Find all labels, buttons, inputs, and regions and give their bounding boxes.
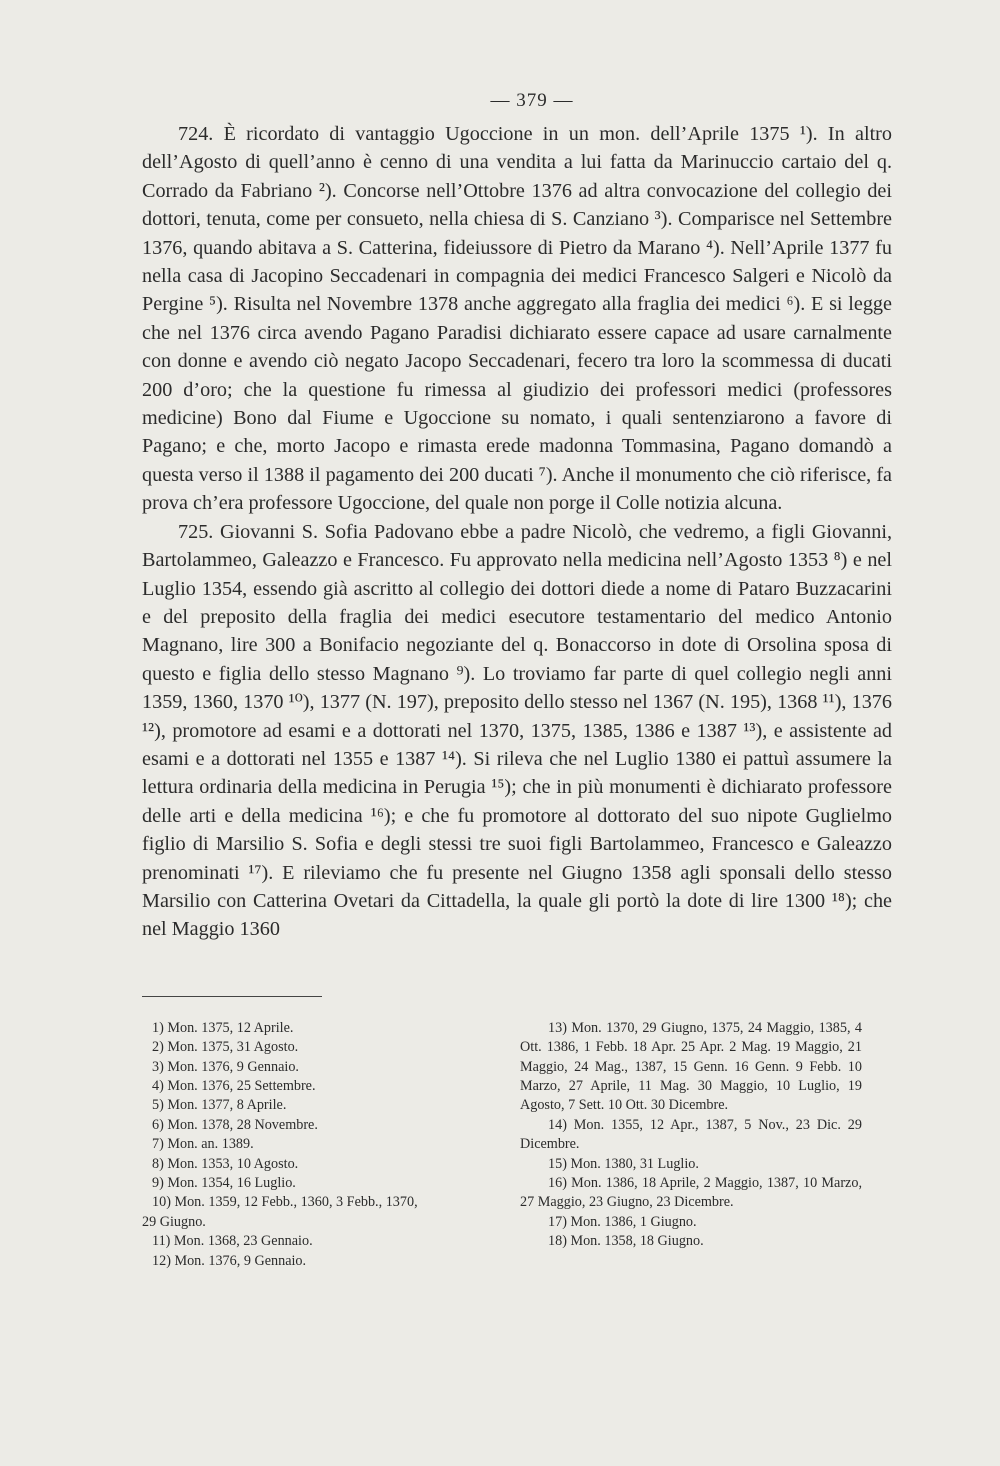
- footnotes-right-column: [520, 1019, 862, 1271]
- footnote-13: 13) Mon. 1370, 29 Giugno, 1375, 24 Maggio, 1385, 4 Ott. 1386, 1 Febb. 18 Apr. 25 Apr. 2 Mag. 19 Maggio, 21 Maggio, 24 Mag., 1387, 15 Genn. 16 Genn. 9 Febb. 10 Marzo, 27 Aprile, 11 Mag. 30 Maggio, 10 Luglio, 19 Agosto, 7 Sett. 10 Ott. 30 Dicembre.: [520, 1019, 862, 1114]
- footnotes: [142, 1019, 892, 1271]
- footnote-7: 7) Mon. an. 1389.: [152, 1136, 254, 1153]
- paragraph-724: 724. È ricordato di vantaggio Ugoccione in un mon. dell’Aprile 1375 ¹). In altro dell’Agosto di quell’anno è cenno di una vendita a lui fatta da Marinuccio cartaio del q. Corrado da Fabriano ²). Concorse nell’Ottobre 1376 ad altra convocazione del collegio dei dottori, tenuta, come per consueto, nella chiesa di S. Canziano ³). Comparisce nel Settembre 1376, quando abitava a S. Catterina, fideiussore di Pietro da Marano ⁴). Nell’Aprile 1377 fu nella casa di Jacopino Seccadenari in compagnia dei medici Francesco Salgeri e Nicolò da Pergine ⁵). Risulta nel Novembre 1378 anche aggregato alla fraglia dei medici ⁶). E si legge che nel 1376 circa avendo Pagano Paradisi dichiarato essere capace ad usare carnalmente con donne e avendo ciò negato Jacopo Seccadenari, fecero tra loro la scommessa di ducati 200 d’oro; che la questione fu rimessa al giudizio dei professori medici (professores medicine) Bono dal Fiume e Ugoccione su nomato, i quali sentenziarono a favore di Pagano; e che, morto Jacopo e rimasta erede madonna Tommasina, Pagano domandò a questa verso il 1388 il pagamento dei 200 ducati ⁷). Anche il monumento che ciò riferisce, fa prova ch’era professore Ugoccione, del quale non porge il Colle notizia alcuna.: [142, 123, 892, 515]
- footnote-10: 10) Mon. 1359, 12 Febb., 1360, 3 Febb., 1370,: [152, 1194, 418, 1211]
- footnote-8: 8) Mon. 1353, 10 Agosto.: [152, 1155, 299, 1172]
- footnote-2: 2) Mon. 1375, 31 Agosto.: [152, 1039, 299, 1056]
- footnote-16: 16) Mon. 1386, 18 Aprile, 2 Maggio, 1387, 10 Marzo, 27 Maggio, 23 Giugno, 23 Dicembre.: [520, 1175, 862, 1211]
- paragraph-725: 725. Giovanni S. Sofia Padovano ebbe a padre Nicolò, che vedremo, a figli Giovanni, Bartolammeo, Galeazzo e Francesco. Fu approvato nella medicina nell’Agosto 1353 ⁸) e nel Luglio 1354, essendo già ascritto al collegio dei dottori diede a nome di Pataro Buzzacarini e del preposito della fraglia dei medici esecutore testamentario del medico Antonio Magnano, lire 300 a Bonifacio negoziante del q. Bonaccorso in dote di Orsolina sposa di questo e figlia dello stesso Magnano ⁹). Lo troviamo far parte di quel collegio negli anni 1359, 1360, 1370 ¹⁰), 1377 (N. 197), preposito dello stesso nel 1367 (N. 195), 1368 ¹¹), 1376 ¹²), promotore ad esami e a dottorati nel 1370, 1375, 1385, 1386 e 1387 ¹³), e assistente ad esami e a dottorati nel 1355 e 1387 ¹⁴). Si rileva che nel Luglio 1380 ei pattuì assumere la lettura ordinaria della medicina in Perugia ¹⁵); che in più monumenti è dichiarato professore delle arti e della medicina ¹⁶); e che fu promotore al dottorato del suo nipote Guglielmo figlio di Marsilio S. Sofia e degli stessi tre suoi figli Bartolammeo, Francesco e Galeazzo prenominati ¹⁷). E rileviamo che fu presente nel Giugno 1358 agli sponsali dello stesso Marsilio con Catterina Ovetari da Cittadella, la quale gli portò la dote di lire 1300 ¹⁸); che nel Maggio 1360: [142, 520, 892, 941]
- footnote-14: 14) Mon. 1355, 12 Apr., 1387, 5 Nov., 23 Dic. 29 Dicembre.: [520, 1116, 862, 1153]
- main-text: [142, 120, 892, 944]
- footnotes-left-column: [142, 1019, 482, 1271]
- footnote-18: 18) Mon. 1358, 18 Giugno.: [548, 1233, 704, 1250]
- footnote-11: 11) Mon. 1368, 23 Gennaio.: [152, 1233, 313, 1250]
- footnote-5: 5) Mon. 1377, 8 Aprile.: [152, 1097, 287, 1114]
- footnote-9: 9) Mon. 1354, 16 Luglio.: [152, 1175, 296, 1192]
- page-number: — 379 —: [490, 90, 574, 111]
- footnote-divider: [142, 996, 322, 997]
- footnote-3: 3) Mon. 1376, 9 Gennaio.: [152, 1058, 299, 1075]
- footnote-15: 15) Mon. 1380, 31 Luglio.: [548, 1155, 699, 1172]
- footnote-12: 12) Mon. 1376, 9 Gennaio.: [152, 1252, 307, 1269]
- footnote-10-continued: 29 Giugno.: [142, 1213, 206, 1230]
- footnote-17: 17) Mon. 1386, 1 Giugno.: [548, 1213, 697, 1230]
- footnote-6: 6) Mon. 1378, 28 Novembre.: [152, 1116, 318, 1133]
- footnote-1: 1) Mon. 1375, 12 Aprile.: [152, 1019, 294, 1036]
- footnote-4: 4) Mon. 1376, 25 Settembre.: [152, 1078, 316, 1094]
